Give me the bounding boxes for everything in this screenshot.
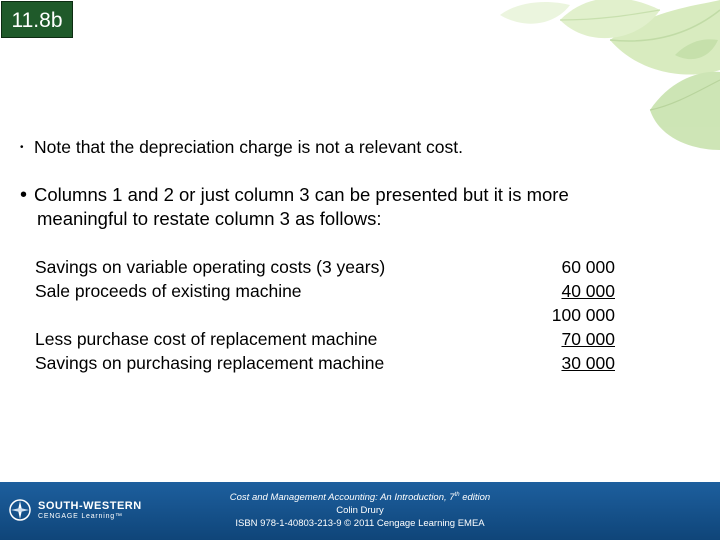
row-value: 30 000 — [561, 353, 615, 373]
row-label: Savings on variable operating costs (3 years) — [35, 257, 386, 277]
bullet-text-line2: meaningful to restate column 3 as follows: — [37, 208, 382, 229]
compass-icon — [8, 498, 32, 522]
bullet-marker: • — [20, 184, 28, 206]
bullet-text-line1: Columns 1 and 2 or just column 3 can be presented but it is more — [34, 184, 569, 205]
edition-suffix: edition — [459, 492, 491, 504]
isbn: ISBN 978-1-40803-213-9 © 2011 Cengage Learning EMEA — [235, 518, 485, 530]
bullet-columns — [20, 183, 569, 230]
row-label: Sale proceeds of existing machine — [35, 281, 302, 301]
book-title: Cost and Management Accounting: An Introduction, 7 — [229, 492, 455, 504]
row-label: Less purchase cost of replacement machine — [35, 329, 378, 349]
publisher-logo — [8, 498, 142, 522]
edition-superscript: th — [454, 492, 460, 498]
logo-trademark: ™ — [115, 512, 123, 520]
row-value: 60 000 — [561, 257, 615, 277]
slide-number: 11.8b — [1, 1, 73, 38]
logo-main-text: SOUTH-WESTERN — [38, 499, 142, 512]
row-value: 100 000 — [551, 305, 615, 325]
author: Colin Drury — [336, 505, 384, 517]
row-value: 70 000 — [561, 329, 615, 349]
leaf-decoration — [460, 0, 720, 160]
row-value: 40 000 — [561, 281, 615, 301]
bullet-marker: • — [20, 142, 24, 153]
logo-sub-text: CENGAGE Learning — [38, 512, 115, 520]
citation — [190, 489, 530, 530]
row-label: Savings on purchasing replacement machine — [35, 353, 385, 373]
bullet-text: Note that the depreciation charge is not a relevant cost. — [34, 137, 464, 157]
bullet-depreciation — [20, 136, 463, 159]
